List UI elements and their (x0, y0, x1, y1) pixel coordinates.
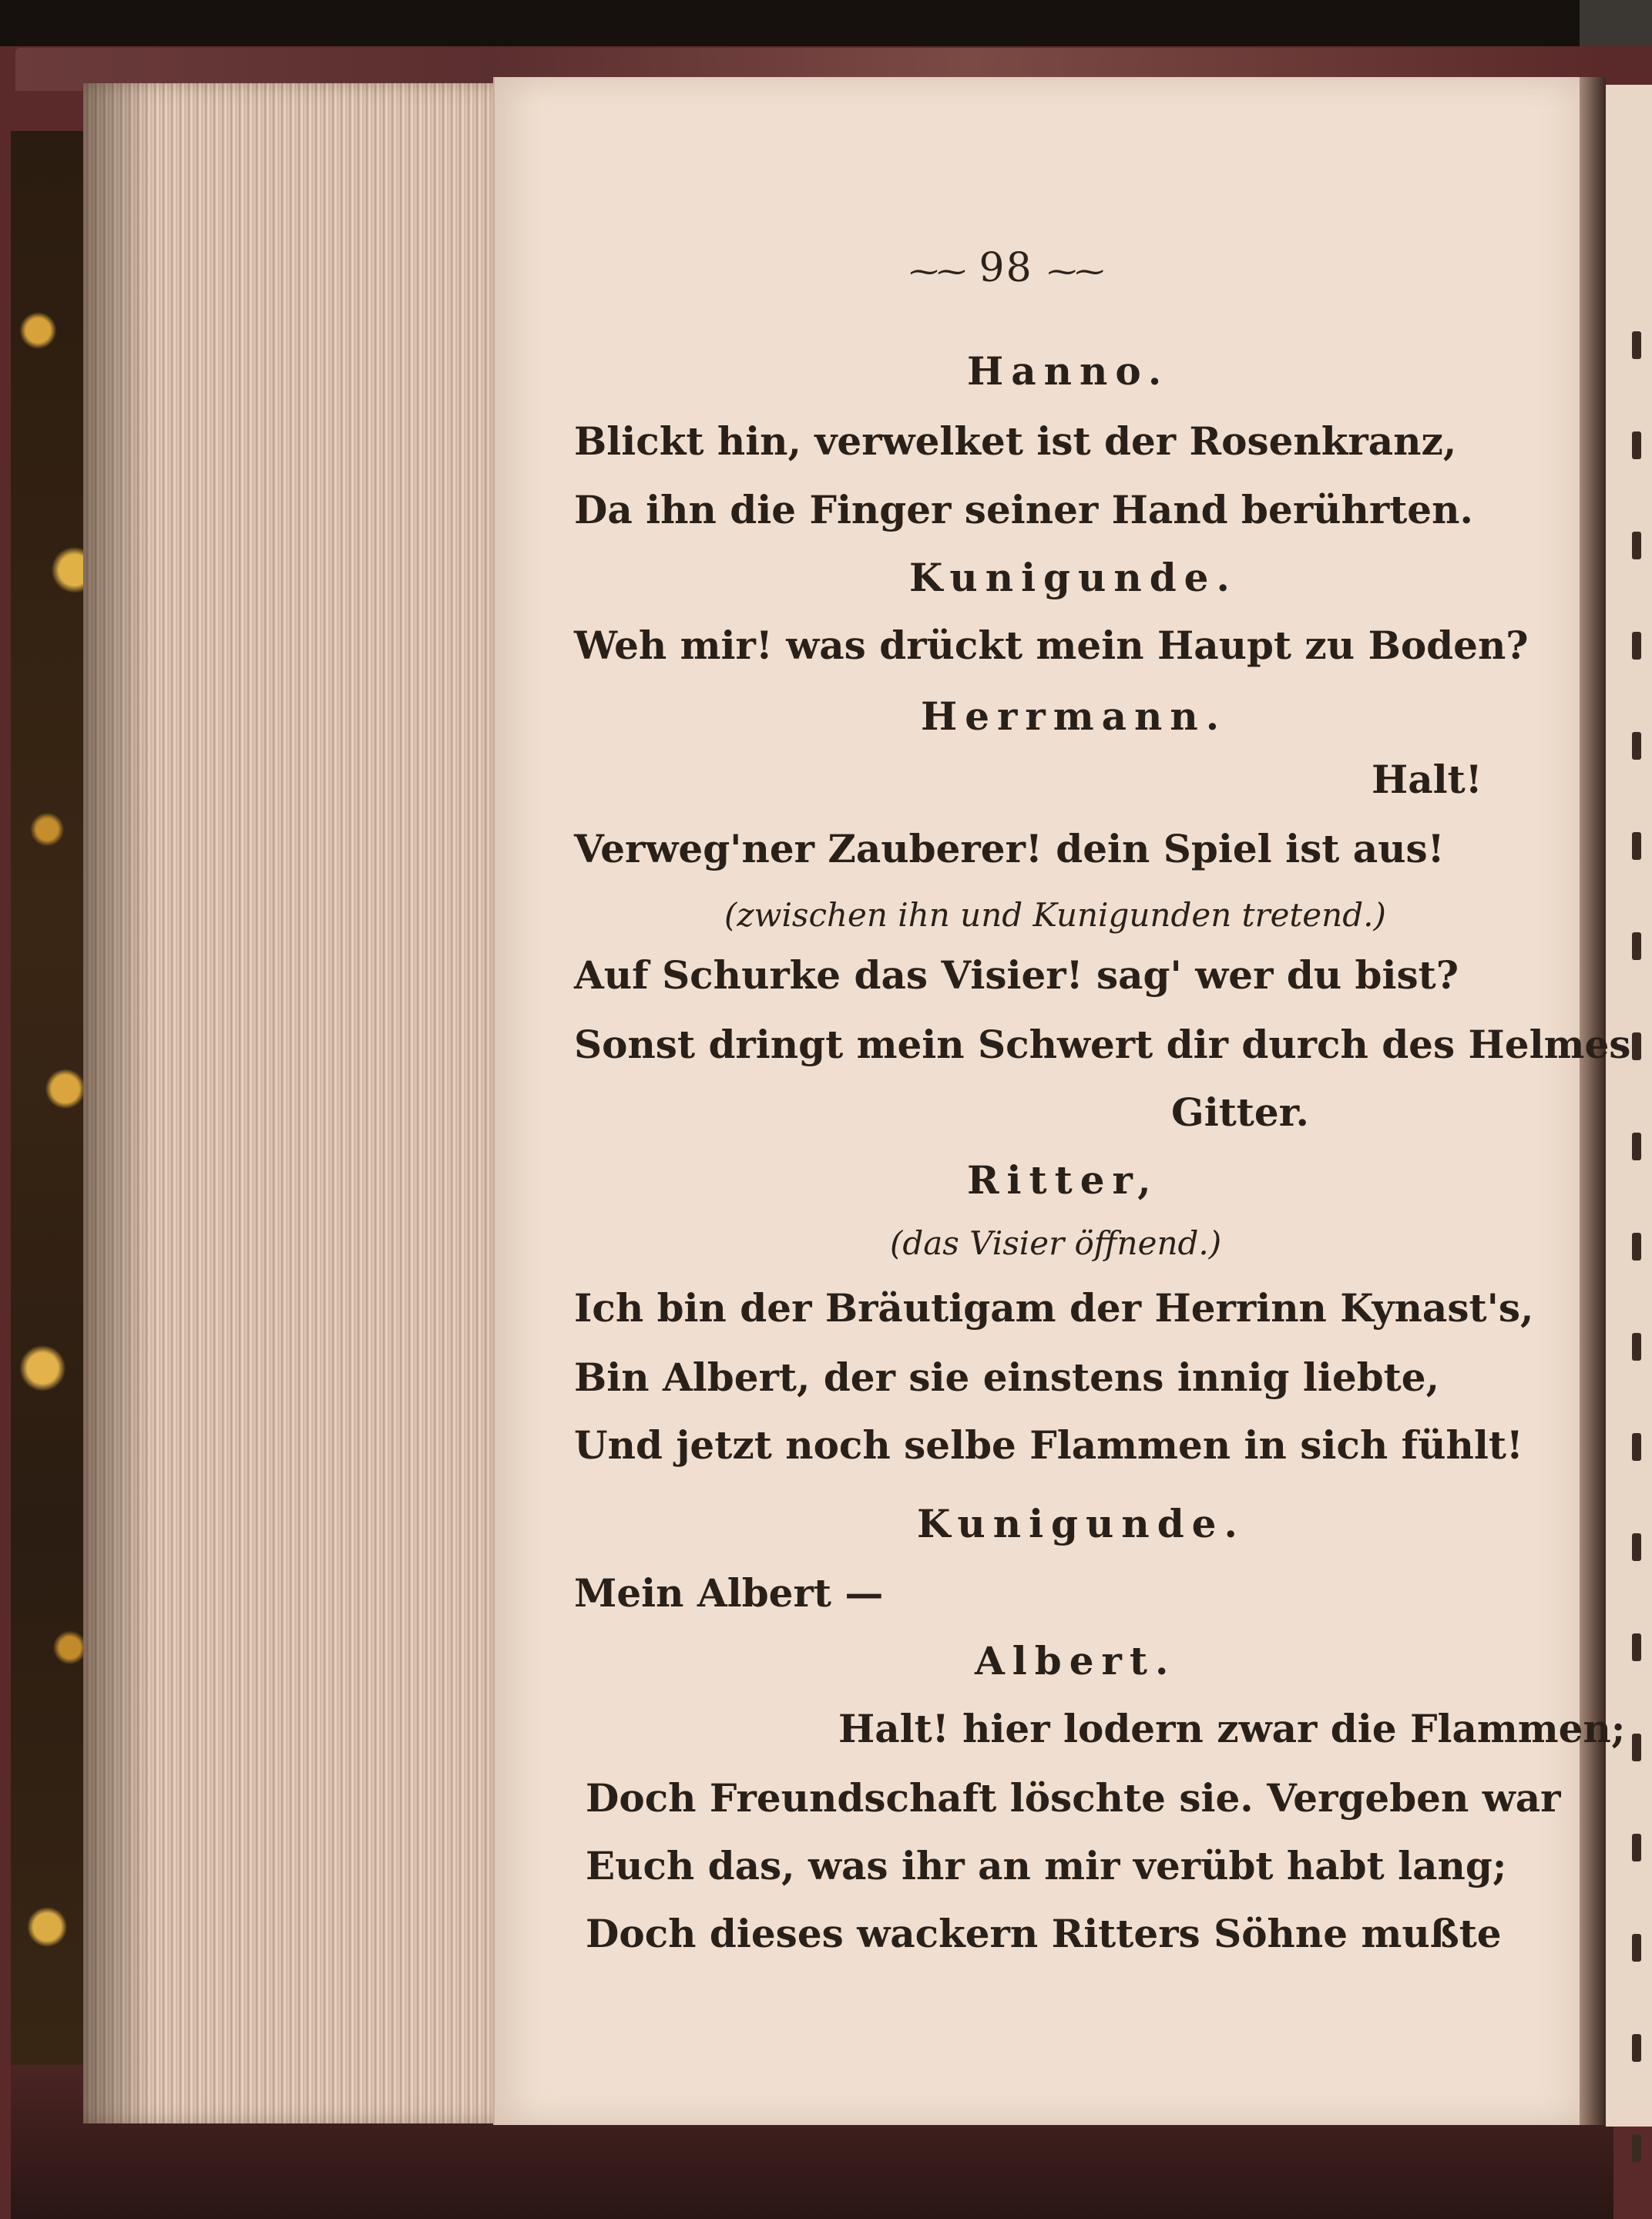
verse-line: Gitter. (1171, 1089, 1309, 1135)
speaker-name: Kunigunde. (909, 555, 1237, 600)
verse-line: Halt! (1372, 757, 1482, 802)
verse-line: Blickt hin, verwelket ist der Rosenkranz, (574, 418, 1457, 464)
speaker-name: Hanno. (967, 348, 1170, 394)
speaker-name: Ritter, (967, 1157, 1159, 1203)
ornament-left: ⁓⁓ (909, 254, 965, 288)
verse-line: Doch Freundschaft löschte sie. Vergeben war (586, 1775, 1561, 1821)
stage-direction: (das Visier öffnend.) (890, 1224, 1222, 1262)
page-number: 98 (979, 245, 1033, 291)
verse-line: Euch das, was ihr an mir verübt habt lang; (586, 1843, 1507, 1888)
verse-line: Bin Albert, der sie einstens innig liebte, (574, 1355, 1439, 1400)
speaker-name: Kunigunde. (917, 1501, 1245, 1546)
verse-line: Mein Albert — (574, 1570, 884, 1616)
page-gutter (1580, 77, 1606, 2125)
verse-line: Halt! hier lodern zwar die Flammen; (838, 1706, 1626, 1751)
page-number-header (909, 245, 1103, 291)
speaker-name: Albert. (975, 1638, 1177, 1684)
page-block-shadow (83, 83, 153, 2123)
verse-line: Auf Schurke das Visier! sag' wer du bist? (574, 952, 1459, 998)
verse-line: Weh mir! was drückt mein Haupt zu Boden? (574, 623, 1529, 668)
verse-line: Und jetzt noch selbe Flammen in sich fühlt! (574, 1422, 1523, 1468)
verse-line: Da ihn die Finger seiner Hand berührten. (574, 487, 1473, 532)
stage-direction: (zwischen ihn und Kunigunden tretend.) (724, 896, 1386, 934)
verse-line: Verweg'ner Zauberer! dein Spiel ist aus! (574, 826, 1445, 871)
verse-line: Ich bin der Bräutigam der Herrinn Kynast's, (574, 1285, 1534, 1331)
ornament-right: ⁓⁓ (1047, 254, 1103, 288)
verse-line: Sonst dringt mein Schwert dir durch des Helmes (574, 1022, 1631, 1067)
verse-line: Doch dieses wackern Ritters Söhne mußte (586, 1911, 1502, 1956)
speaker-name: Herrmann. (921, 693, 1227, 739)
